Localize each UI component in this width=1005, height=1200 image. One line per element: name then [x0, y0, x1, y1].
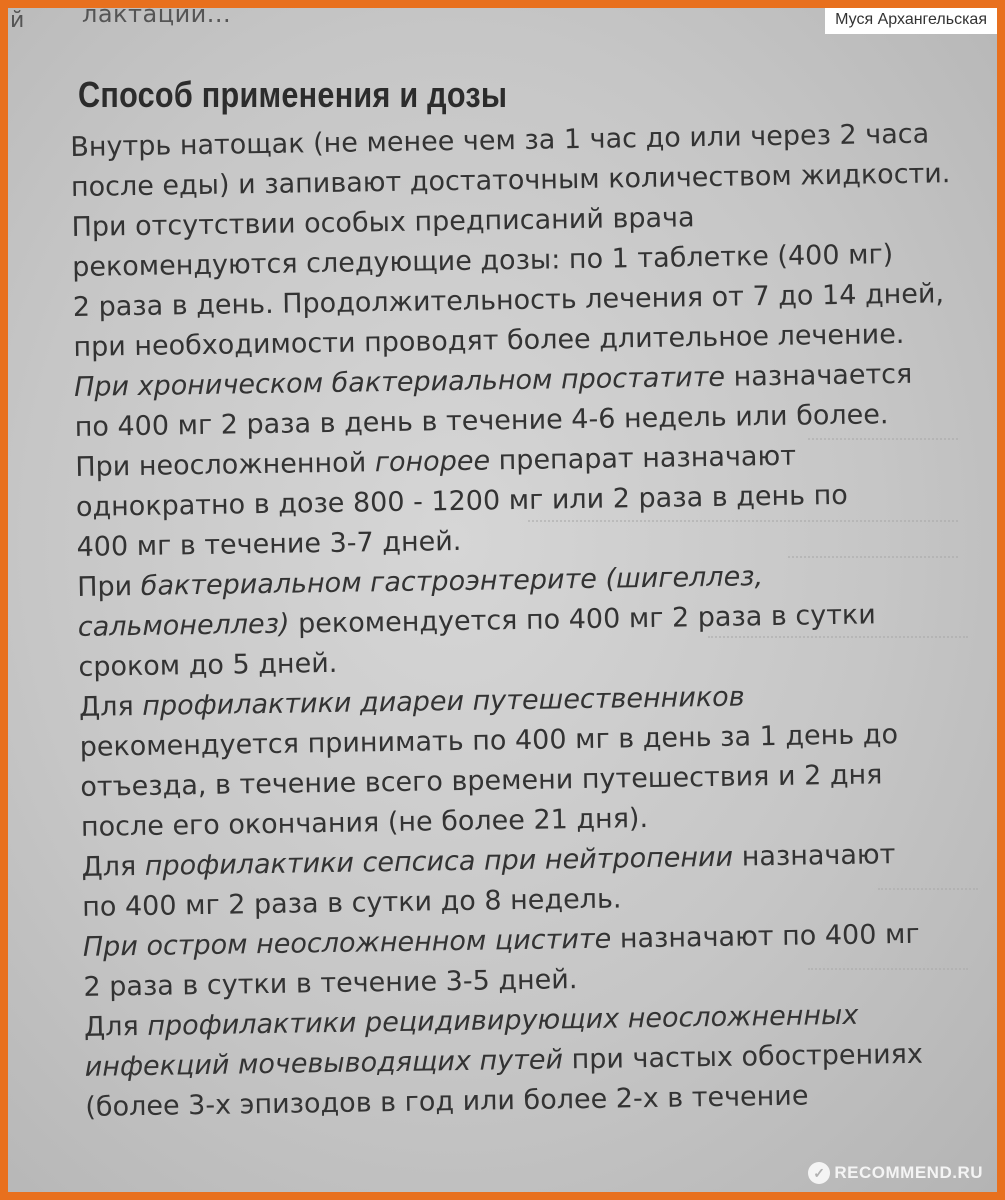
- text-segment: рекомендуется принимать по 400 мг в день за 1 день до: [79, 719, 899, 763]
- paragraph: [81, 834, 982, 928]
- text-segment: При: [76, 570, 142, 603]
- text-segment: При неосложненной: [75, 447, 376, 483]
- italic-term: сальмонеллез): [77, 608, 290, 643]
- paragraph: [83, 914, 984, 1008]
- italic-term: профилактики диареи путешественников: [142, 681, 745, 722]
- italic-term: гонорее: [374, 445, 491, 479]
- text-segment: При отсутствии особых предписаний врача: [71, 202, 695, 243]
- username-label: Муся Архангельская: [825, 8, 997, 34]
- recommend-watermark: [808, 1162, 983, 1184]
- text-segment: рекомендуется по 400 мг 2 раза в сутки: [289, 599, 877, 640]
- text-segment: по 400 мг 2 раза в день в течение 4-6 недель или более.: [74, 399, 889, 443]
- text-segment: отъезда, в течение всего времени путешествия и 2 дня: [80, 759, 883, 803]
- section-heading: Способ применения и дозы: [78, 74, 508, 115]
- text-segment: назначают: [732, 839, 896, 873]
- text-segment: назначают по 400 мг: [611, 918, 920, 955]
- text-segment: рекомендуются следующие дозы: по 1 таблетке (400 мг): [71, 239, 894, 283]
- paragraph: [79, 674, 981, 848]
- left-text-fragment: й: [10, 8, 25, 33]
- text-segment: однократно в дозе 800 - 1200 мг или 2 раза в день по: [75, 479, 849, 523]
- text-segment: назначается: [724, 358, 913, 393]
- paragraph: [84, 994, 986, 1128]
- text-segment: Для: [78, 690, 143, 723]
- paragraph: [71, 194, 973, 368]
- text-segment: после его окончания (не более 21 дня).: [80, 803, 649, 843]
- text-segment: Для: [81, 850, 146, 883]
- paragraph: [77, 554, 979, 688]
- text-segment: при необходимости проводят более длительное лечение.: [73, 318, 905, 363]
- paragraph: [70, 114, 971, 208]
- paragraph: [74, 354, 975, 448]
- italic-term: При хроническом бактериальном простатите: [73, 361, 726, 403]
- italic-term: бактериальном гастроэнтерите (шигеллез,: [140, 561, 764, 602]
- text-segment: 400 мг в течение 3-7 дней.: [76, 525, 462, 563]
- italic-term: При остром неосложненном цистите: [82, 923, 612, 963]
- italic-term: профилактики рецидивирующих неосложненных: [147, 999, 859, 1042]
- document-photo: [8, 8, 997, 1192]
- text-segment: после еды) и запивают достаточным количеством жидкости.: [70, 158, 951, 203]
- text-segment: Внутрь натощак (не менее чем за 1 час до или через 2 часа: [70, 118, 930, 163]
- watermark-text: RECOMMEND.RU: [834, 1163, 983, 1182]
- top-text-fragment: лактации...: [82, 8, 232, 28]
- text-segment: сроком до 5 дней.: [78, 647, 338, 683]
- text-segment: (более 3-х эпизодов в год или более 2-х в течение: [85, 1080, 809, 1123]
- italic-term: инфекций мочевыводящих путей: [84, 1044, 564, 1083]
- recommend-logo-icon: ✓: [808, 1162, 830, 1184]
- instructions-body: [70, 114, 986, 1128]
- italic-term: профилактики сепсиса при нейтропении: [144, 841, 734, 882]
- text-segment: 2 раза в сутки в течение 3-5 дней.: [83, 964, 578, 1003]
- paragraph: [75, 434, 977, 568]
- text-segment: Для: [83, 1010, 148, 1043]
- text-segment: по 400 мг 2 раза в сутки до 8 недель.: [82, 883, 622, 923]
- text-segment: препарат назначают: [489, 440, 797, 477]
- text-segment: 2 раза в день. Продолжительность лечения от 7 до 14 дней,: [72, 278, 945, 323]
- text-segment: при частых обострениях: [562, 1038, 924, 1076]
